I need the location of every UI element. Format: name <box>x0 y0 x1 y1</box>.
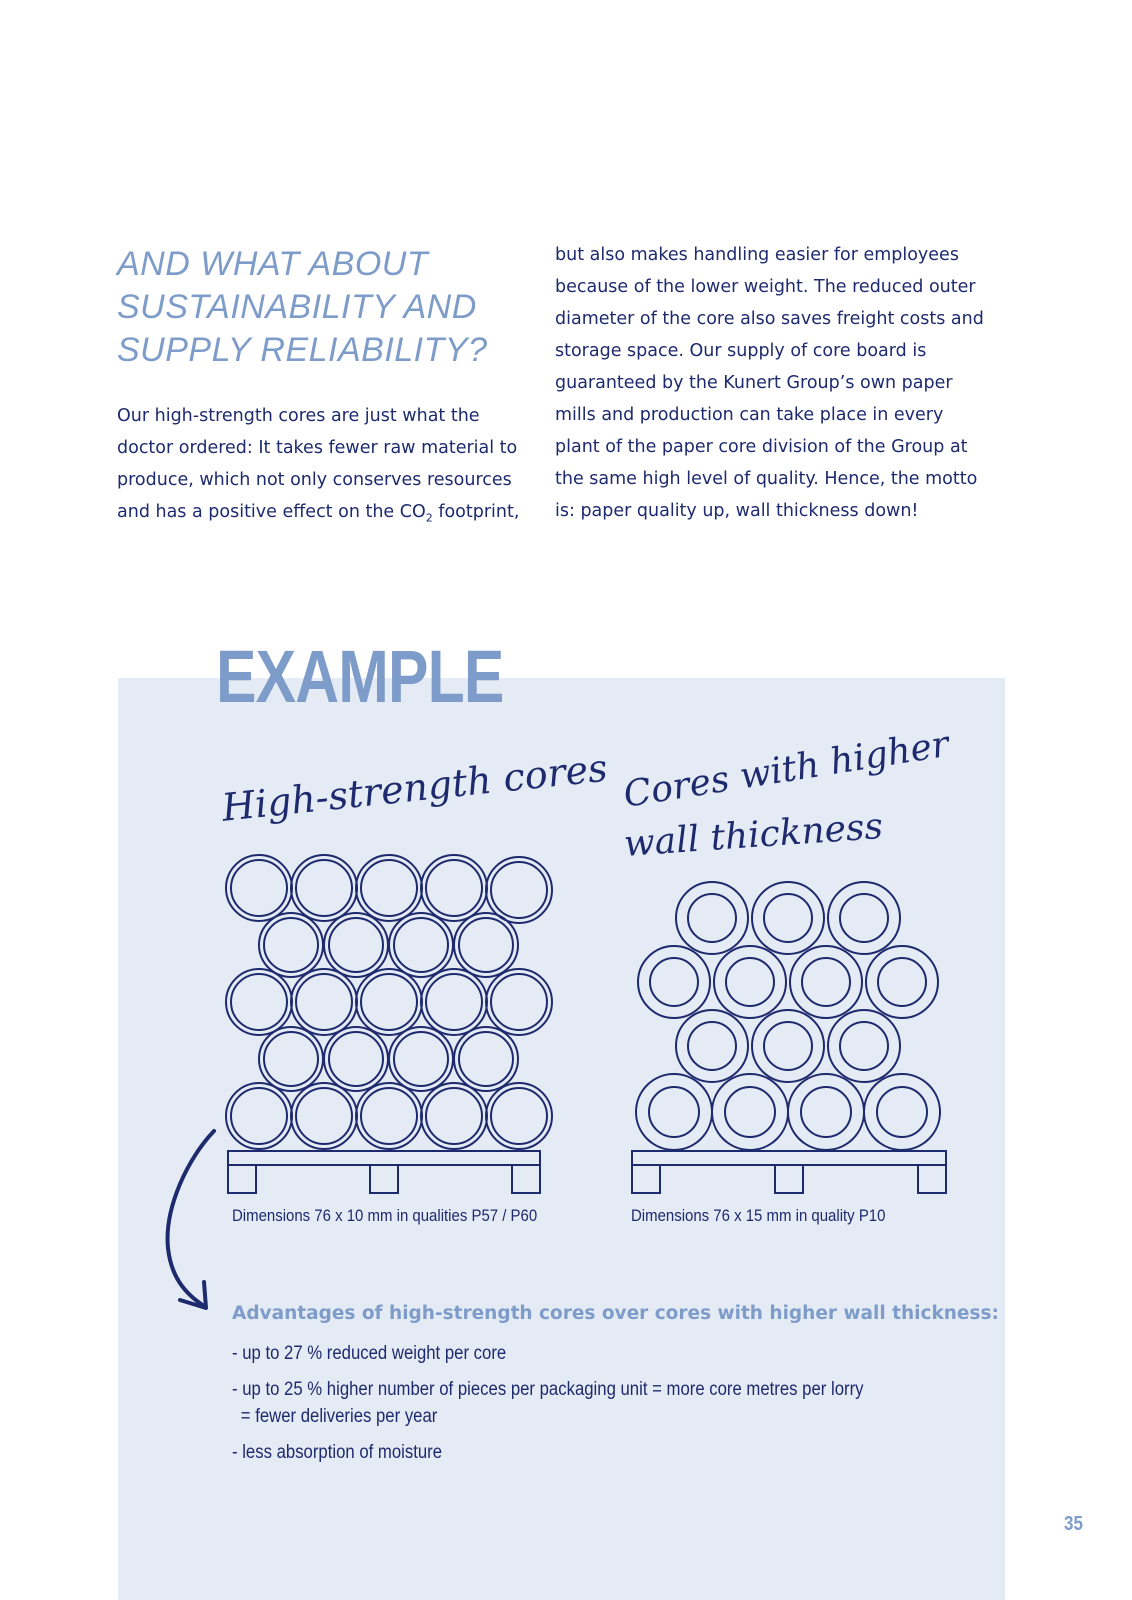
list-item <box>232 1376 918 1430</box>
thick-wall-caption: Dimensions 76 x 15 mm in quality P10 <box>631 1206 886 1225</box>
core-circle <box>676 882 748 954</box>
core-circle <box>226 1083 292 1149</box>
core-circle <box>291 1083 357 1149</box>
heading-line-3: SUPPLY RELIABILITY? <box>117 331 488 369</box>
core-circle <box>714 946 786 1018</box>
core-circle <box>828 1010 900 1082</box>
core-circle <box>638 946 710 1018</box>
advantage-3: - less absorption of moisture <box>232 1442 443 1463</box>
advantages-title: Advantages of high-strength cores over cores with higher wall thickness: <box>232 1303 999 1324</box>
page-number: 35 <box>1064 1513 1083 1535</box>
core-circle <box>454 913 518 977</box>
heading-line-1: AND WHAT ABOUT <box>117 245 429 283</box>
body-left-main: Our high-strength cores are just what the doctor ordered: It takes fewer raw material to produce, which not only conserves resources and has a positive effect on the CO <box>117 406 518 522</box>
core-circle <box>636 1074 712 1150</box>
body-left-tail: footprint, <box>432 502 520 522</box>
core-circle <box>226 855 292 921</box>
core-circle <box>486 857 552 923</box>
pallet <box>228 1151 540 1193</box>
core-circle <box>291 855 357 921</box>
core-circle <box>356 1083 422 1149</box>
co2-subscript: 2 <box>425 511 433 525</box>
high-strength-cores-label: High-strength cores <box>219 745 610 830</box>
pallet <box>632 1151 946 1193</box>
heading-line-2: SUSTAINABILITY AND <box>117 288 477 326</box>
advantage-2: - up to 25 % higher number of pieces per packaging unit = more core metres per lorry <box>232 1379 864 1400</box>
high-strength-caption: Dimensions 76 x 10 mm in qualities P57 / P60 <box>232 1206 538 1225</box>
advantage-2-continued: = fewer deliveries per year <box>240 1406 438 1427</box>
body-text-left <box>117 400 537 535</box>
advantages-list <box>232 1340 918 1475</box>
core-circle <box>259 913 323 977</box>
core-circle <box>676 1010 748 1082</box>
thick-cores-label-line-2: wall thickness <box>622 805 885 865</box>
core-circle <box>421 969 487 1035</box>
core-circle <box>790 946 862 1018</box>
core-circle <box>356 969 422 1035</box>
example-title: EXAMPLE <box>216 635 504 718</box>
core-circle <box>421 855 487 921</box>
core-circle <box>454 1027 518 1091</box>
core-circle <box>421 1083 487 1149</box>
list-item <box>232 1439 918 1466</box>
high-strength-cores-illustration <box>222 852 562 1197</box>
thick-cores-label-line-1: Cores with higher <box>620 723 952 816</box>
core-circle <box>291 969 357 1035</box>
body-text-right: but also makes handling easier for employees because of the lower weight. The reduced outer diameter of the core also saves freight costs and storage space. Our supply of core board is guaranteed by the Kunert Group’s own paper mills and production can take place in every plant of the paper core division of the Group at the same high level of quality. Hence, the motto is: paper quality up, wall thickness down! <box>555 245 984 521</box>
core-circle <box>259 1027 323 1091</box>
core-circle <box>788 1074 864 1150</box>
core-circle <box>864 1074 940 1150</box>
section-heading <box>117 243 517 372</box>
thick-wall-cores-illustration <box>622 880 962 1200</box>
core-circle <box>389 913 453 977</box>
core-circle <box>486 1083 552 1149</box>
core-circle <box>828 882 900 954</box>
list-item <box>232 1340 918 1367</box>
core-circle <box>324 913 388 977</box>
core-circle <box>389 1027 453 1091</box>
core-circle <box>752 882 824 954</box>
core-circle <box>866 946 938 1018</box>
core-circle <box>712 1074 788 1150</box>
core-circle <box>752 1010 824 1082</box>
core-circle <box>324 1027 388 1091</box>
core-circle <box>356 855 422 921</box>
core-circle <box>226 969 292 1035</box>
curved-arrow-icon <box>160 1128 220 1318</box>
core-circle <box>486 969 552 1035</box>
advantage-1: - up to 27 % reduced weight per core <box>232 1343 507 1364</box>
